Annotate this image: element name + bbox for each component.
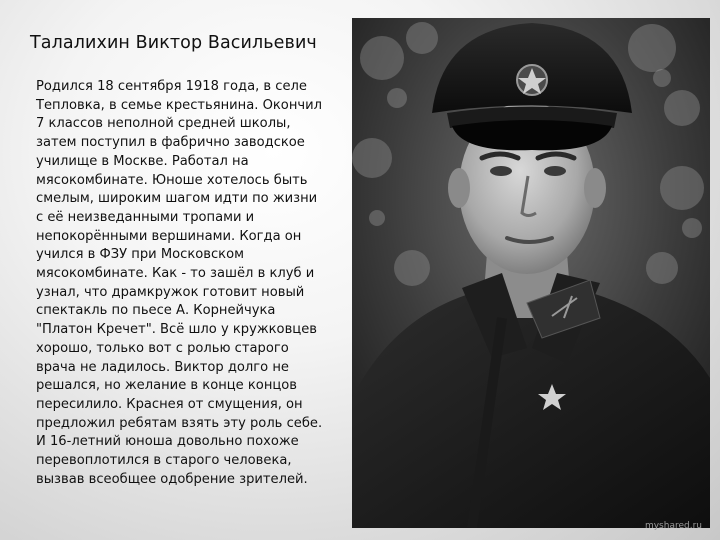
biography-line: предложил ребятам взять эту роль себе. — [36, 415, 323, 431]
biography-line: врача не ладилось. Виктор долго не — [36, 359, 289, 375]
biography-line: узнал, что драмкружок готовит новый — [36, 284, 305, 300]
biography-line: мясокомбинате. Как - то зашёл в клуб и — [36, 266, 315, 282]
biography-line: решался, но желание в конце концов — [36, 378, 298, 394]
biography-line: с её неизведанными тропами и — [36, 209, 255, 225]
biography-line: непокорёнными вершинами. Когда он — [36, 228, 302, 244]
biography-line: спектакль по пьесе А. Корнейчука — [36, 303, 276, 319]
slide-title: Талалихин Виктор Васильевич — [30, 33, 317, 53]
portrait-photo — [352, 18, 710, 528]
biography-line: хорошо, только вот с ролью старого — [36, 340, 289, 356]
biography-line: вызвав всеобщее одобрение зрителей. — [36, 471, 308, 487]
watermark: myshared.ru — [644, 521, 702, 531]
biography-line: учился в ФЗУ при Московском — [36, 247, 244, 263]
biography-text — [36, 78, 336, 489]
biography-line: смелым, широким шагом идти по жизни — [36, 191, 318, 207]
portrait-illustration — [352, 18, 710, 528]
biography-line: пересилило. Краснея от смущения, он — [36, 396, 303, 412]
biography-line: Тепловка, в семье крестьянина. Окончил — [36, 97, 322, 113]
biography-line: Родился 18 сентября 1918 года, в селе — [36, 79, 307, 94]
biography-line: мясокомбинате. Юноше хотелось быть — [36, 172, 308, 188]
biography-line: перевоплотился в старого человека, — [36, 453, 292, 469]
biography-line: затем поступил в фабрично заводское — [36, 135, 305, 151]
biography-line: И 16-летний юноша довольно похоже — [36, 434, 299, 450]
biography-line: "Платон Кречет". Всё шло у кружковцев — [36, 322, 317, 338]
biography-line: 7 классов неполной средней школы, — [36, 116, 291, 132]
biography-line: училище в Москве. Работал на — [36, 153, 249, 169]
